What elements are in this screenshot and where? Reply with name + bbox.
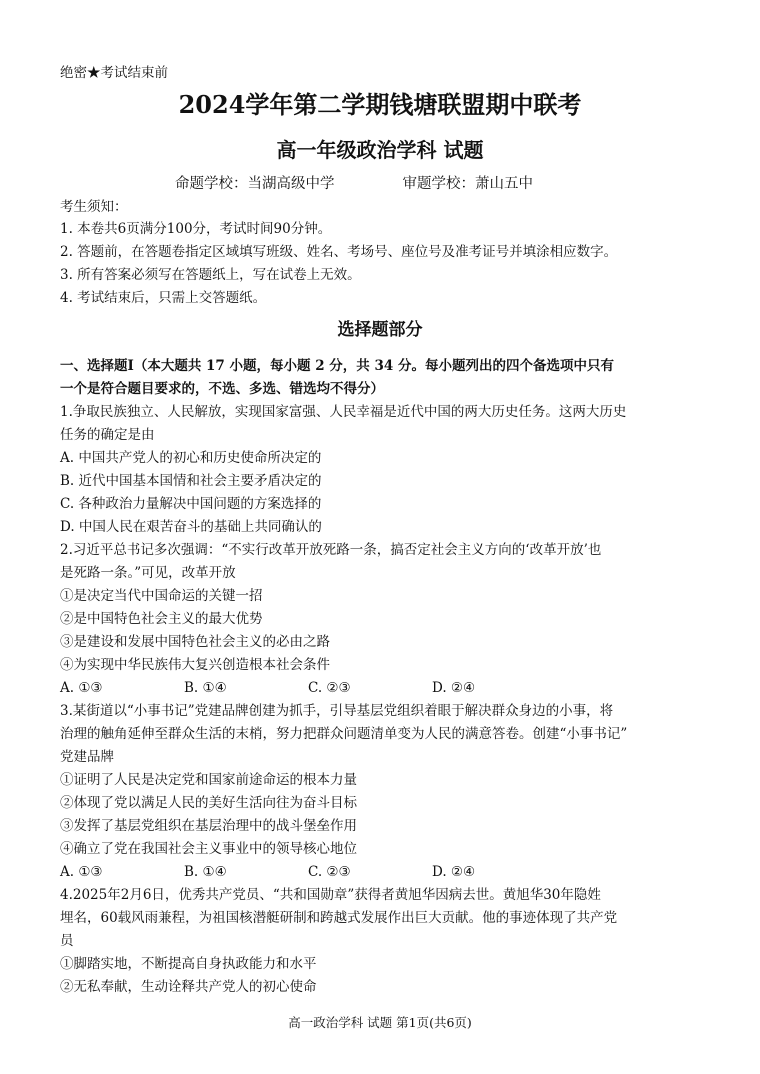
- section-title: 选择题部分: [337, 320, 423, 340]
- notice-item: 2. 答题前，在答题卷指定区域填写班级、姓名、考场号、座位号及准考证号并填涂相应数字。: [60, 244, 618, 260]
- choice-b: B. ①④: [184, 864, 227, 880]
- question-3-stem: 3.某街道以“小事书记”党建品牌创建为抓手，引导基层党组织着眼于解决群众身边的小事，将: [60, 703, 614, 719]
- question-3-statement: ③发挥了基层党组织在基层治理中的战斗堡垒作用: [60, 818, 357, 834]
- question-4-stem: 4.2025年2月6日，优秀共产党员、“共和国勋章”获得者黄旭华因病去世。黄旭华30年隐姓: [60, 887, 601, 903]
- notice-item: 3. 所有答案必须写在答题纸上，写在试卷上无效。: [60, 267, 361, 283]
- question-3-statement: ④确立了党在我国社会主义事业中的领导核心地位: [60, 841, 357, 857]
- question-1-option-a: A. 中国共产党人的初心和历史使命所决定的: [60, 450, 322, 466]
- notice-item: 4. 考试结束后，只需上交答题纸。: [60, 290, 267, 306]
- choice-c: C. ②③: [308, 680, 351, 696]
- question-3-stem: 党建品牌: [60, 749, 114, 765]
- question-2-statement: ②是中国特色社会主义的最大优势: [60, 611, 263, 627]
- question-1-option-d: D. 中国人民在艰苦奋斗的基础上共同确认的: [60, 519, 322, 535]
- page-footer: 高一政治学科 试题 第1页(共6页): [288, 1015, 472, 1030]
- question-2-choices: [60, 677, 556, 699]
- question-1-option-c: C. 各种政治力量解决中国问题的方案选择的: [60, 496, 322, 512]
- question-3-stem: 治理的触角延伸至群众生活的末梢，努力把群众问题清单变为人民的满意答卷。创建“小事书记”: [60, 726, 628, 742]
- choice-c: C. ②③: [308, 864, 351, 880]
- question-2-statement: ①是决定当代中国命运的关键一招: [60, 588, 263, 604]
- notice-heading: 考生须知：: [60, 199, 128, 215]
- school-info: [175, 173, 533, 195]
- choice-b: B. ①④: [184, 680, 227, 696]
- part-intro-line: 一个是符合题目要求的，不选、多选、错选均不得分）: [60, 381, 384, 397]
- question-3-statement: ①证明了人民是决定党和国家前途命运的根本力量: [60, 772, 357, 788]
- question-2-statement: ③是建设和发展中国特色社会主义的必由之路: [60, 634, 330, 650]
- question-1-option-b: B. 近代中国基本国情和社会主要矛盾决定的: [60, 473, 322, 489]
- question-1-stem: 1.争取民族独立、人民解放，实现国家富强、人民幸福是近代中国的两大历史任务。这两大历史: [60, 404, 627, 420]
- question-4-statement: ①脚踏实地，不断提高自身执政能力和水平: [60, 956, 317, 972]
- choice-a: A. ①③: [60, 864, 103, 880]
- choice-a: A. ①③: [60, 680, 103, 696]
- question-4-stem: 员: [60, 933, 74, 949]
- question-2-statement: ④为实现中华民族伟大复兴创造根本社会条件: [60, 657, 330, 673]
- question-4-statement: ②无私奉献，生动诠释共产党人的初心使命: [60, 979, 317, 995]
- question-2-stem: 是死路一条。”可见，改革开放: [60, 565, 236, 581]
- notice-item: 1. 本卷共6页满分100分，考试时间90分钟。: [60, 221, 332, 237]
- question-4-stem: 埋名，60载风雨兼程，为祖国核潜艇研制和跨越式发展作出巨大贡献。他的事迹体现了共产党: [60, 910, 618, 926]
- exam-title: 2024学年第二学期钱塘联盟期中联考: [178, 90, 582, 119]
- confidential-mark: 绝密★考试结束前: [60, 65, 168, 81]
- exam-subtitle: 高一年级政治学科 试题: [276, 138, 484, 162]
- reviewer-school: 审题学校：萧山五中: [402, 176, 533, 192]
- part-intro-line: 一、选择题Ⅰ（本大题共 17 小题，每小题 2 分，共 34 分。每小题列出的四个备选项中只有: [60, 358, 614, 374]
- choice-d: D. ②④: [432, 680, 476, 696]
- question-2-stem: 2.习近平总书记多次强调：“不实行改革开放死路一条，搞否定社会主义方向的‘改革开放’也: [60, 542, 602, 558]
- question-1-stem: 任务的确定是由: [60, 427, 155, 443]
- question-3-choices: [60, 861, 556, 883]
- question-3-statement: ②体现了党以满足人民的美好生活向往为奋斗目标: [60, 795, 357, 811]
- choice-d: D. ②④: [432, 864, 476, 880]
- setter-school: 命题学校：当湖高级中学: [175, 176, 335, 192]
